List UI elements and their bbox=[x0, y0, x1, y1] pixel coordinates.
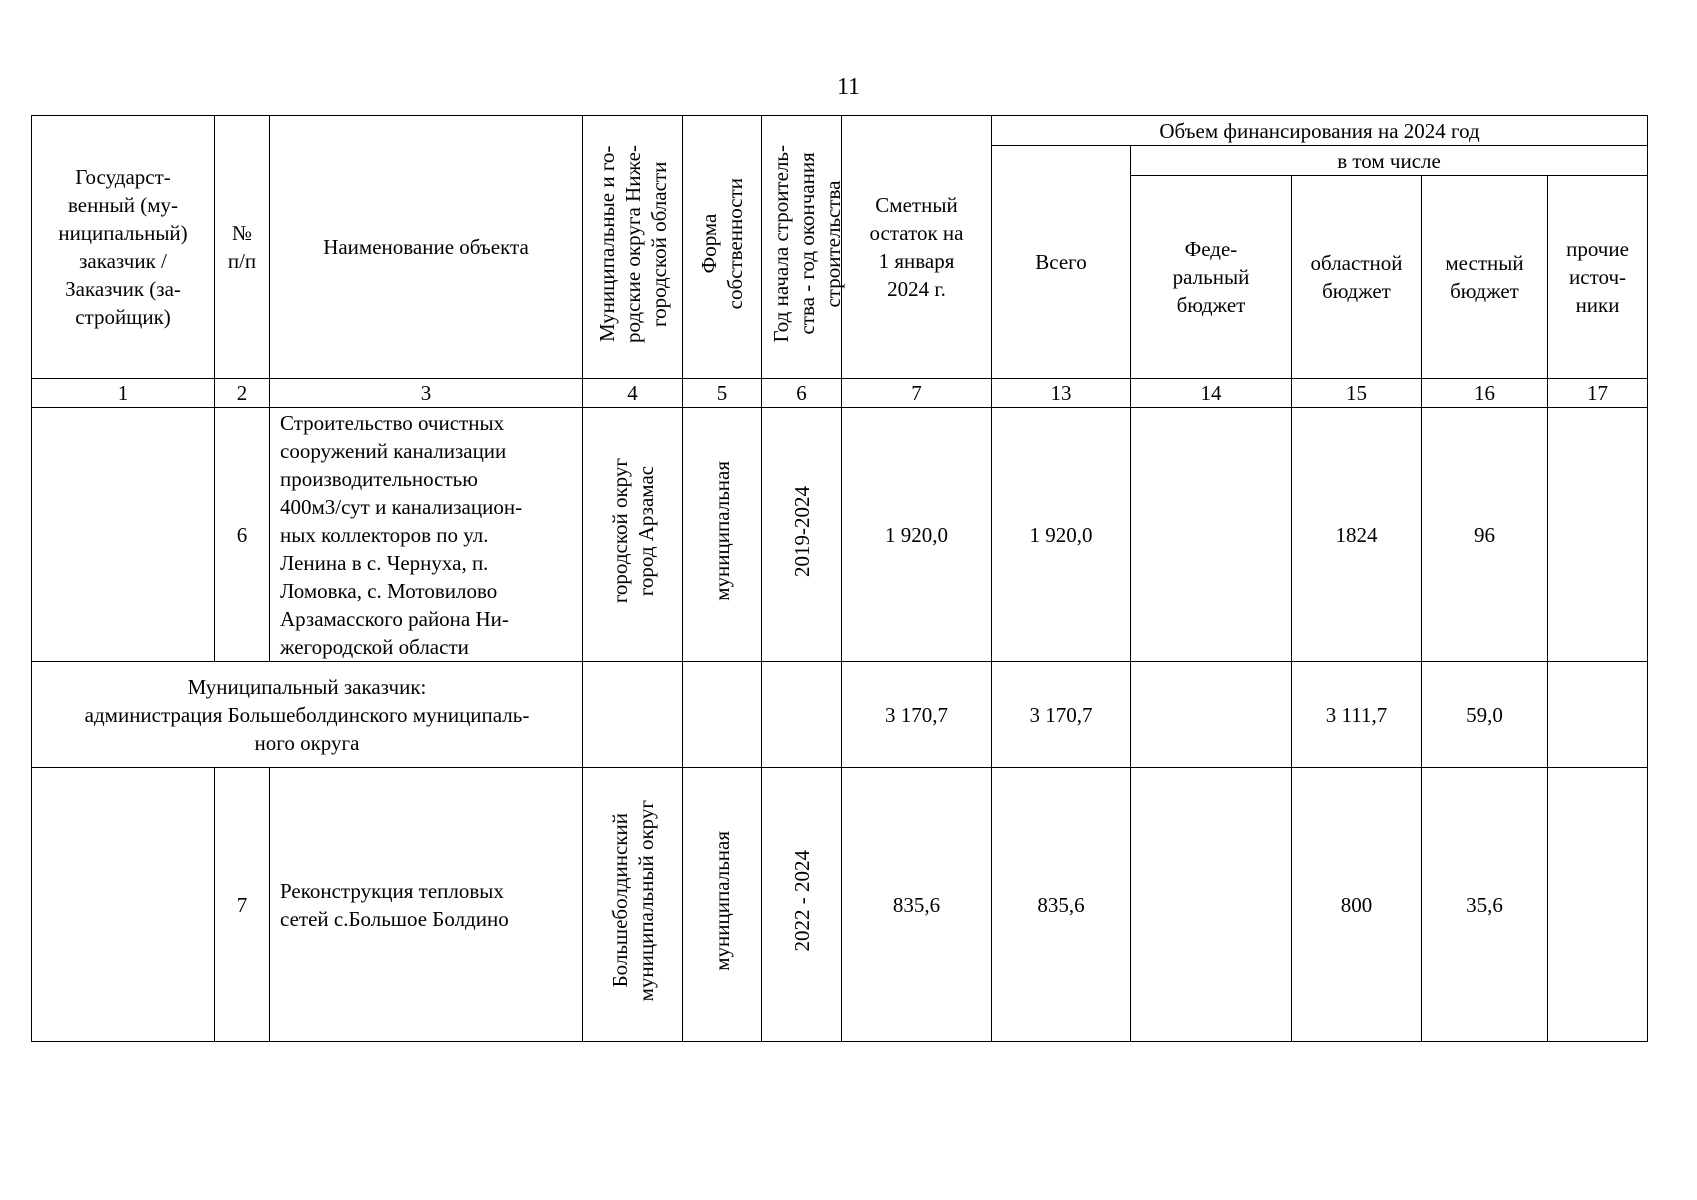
row-municipality bbox=[583, 662, 683, 768]
row-customer bbox=[32, 408, 215, 662]
row-municipality-cell bbox=[583, 408, 683, 662]
row-remaining: 3 170,7 bbox=[842, 662, 992, 768]
table-row-6 bbox=[32, 408, 1648, 662]
row-ownership: муниципальная bbox=[710, 831, 734, 971]
row-years: 2019-2024 bbox=[789, 485, 814, 577]
row-years-cell bbox=[762, 408, 842, 662]
header-ownership: Форма собственности bbox=[697, 177, 747, 310]
row-years bbox=[762, 662, 842, 768]
row-ownership bbox=[683, 662, 762, 768]
header-other: прочие источ- ники bbox=[1548, 176, 1648, 379]
header-number: № п/п bbox=[215, 116, 270, 379]
row-ownership-cell bbox=[683, 768, 762, 1042]
row-local: 59,0 bbox=[1422, 662, 1548, 768]
row-customer-group: Муниципальный заказчик: администрация Большеболдинского муниципаль- ного округа bbox=[32, 662, 583, 768]
header-including: в том числе bbox=[1131, 146, 1648, 176]
row-regional: 3 111,7 bbox=[1292, 662, 1422, 768]
table-row-customer-group bbox=[32, 662, 1648, 768]
header-funding-group: Объем финансирования на 2024 год bbox=[992, 116, 1648, 146]
row-federal bbox=[1131, 408, 1292, 662]
funding-table bbox=[31, 115, 1648, 1042]
row-other bbox=[1548, 768, 1648, 1042]
column-number: 1 bbox=[32, 379, 215, 408]
column-number: 3 bbox=[270, 379, 583, 408]
row-other bbox=[1548, 662, 1648, 768]
column-number: 7 bbox=[842, 379, 992, 408]
header-object-name: Наименование объекта bbox=[270, 116, 583, 379]
row-local: 96 bbox=[1422, 408, 1548, 662]
row-federal bbox=[1131, 662, 1292, 768]
row-local: 35,6 bbox=[1422, 768, 1548, 1042]
column-number: 5 bbox=[683, 379, 762, 408]
header-remaining: Сметный остаток на 1 января 2024 г. bbox=[842, 116, 992, 379]
row-object-name: Реконструкция тепловых сетей с.Большое Болдино bbox=[270, 768, 583, 1042]
column-number: 17 bbox=[1548, 379, 1648, 408]
row-municipality: городской округ город Арзамас bbox=[607, 458, 658, 604]
column-number: 13 bbox=[992, 379, 1131, 408]
row-regional: 800 bbox=[1292, 768, 1422, 1042]
header-ownership-cell bbox=[683, 116, 762, 379]
row-municipality: Большеболдинский муниципальный округ bbox=[607, 800, 658, 1002]
row-other bbox=[1548, 408, 1648, 662]
header-municipality: Муниципальные и го- родские округа Ниже- городской области bbox=[594, 144, 671, 343]
row-years: 2022 - 2024 bbox=[789, 850, 814, 952]
header-total: Всего bbox=[992, 146, 1131, 379]
header-customer: Государст- венный (му- ниципальный) заказчик / Заказчик (за- стройщик) bbox=[32, 116, 215, 379]
row-total: 1 920,0 bbox=[992, 408, 1131, 662]
row-federal bbox=[1131, 768, 1292, 1042]
header-local: местный бюджет bbox=[1422, 176, 1548, 379]
row-remaining: 835,6 bbox=[842, 768, 992, 1042]
header-municipality-cell bbox=[583, 116, 683, 379]
header-years: Год начала строитель- ства - год окончания строительства bbox=[769, 144, 845, 343]
row-number: 6 bbox=[215, 408, 270, 662]
row-ownership: муниципальная bbox=[710, 461, 734, 601]
row-total: 835,6 bbox=[992, 768, 1131, 1042]
column-number: 4 bbox=[583, 379, 683, 408]
column-number-row bbox=[32, 379, 1648, 408]
row-ownership-cell bbox=[683, 408, 762, 662]
table-row-7 bbox=[32, 768, 1648, 1042]
header-regional: областной бюджет bbox=[1292, 176, 1422, 379]
header-years-cell bbox=[762, 116, 845, 379]
column-number: 15 bbox=[1292, 379, 1422, 408]
column-number: 6 bbox=[762, 379, 842, 408]
row-municipality-cell bbox=[583, 768, 683, 1042]
row-object-name: Строительство очистных сооружений канализации производительностью 400м3/сут и канализацион- ных коллекторов по ул. Ленина в с. Чернуха, п. Ломовка, с. Мотовилово Арзамасского района Ни- жегородской области bbox=[270, 408, 583, 662]
row-years-cell bbox=[762, 768, 842, 1042]
row-number: 7 bbox=[215, 768, 270, 1042]
row-total: 3 170,7 bbox=[992, 662, 1131, 768]
column-number: 16 bbox=[1422, 379, 1548, 408]
row-remaining: 1 920,0 bbox=[842, 408, 992, 662]
column-number: 2 bbox=[215, 379, 270, 408]
row-customer bbox=[32, 768, 215, 1042]
row-regional: 1824 bbox=[1292, 408, 1422, 662]
column-number: 14 bbox=[1131, 379, 1292, 408]
page-number: 11 bbox=[836, 74, 861, 100]
header-federal: Феде- ральный бюджет bbox=[1131, 176, 1292, 379]
header-row-1 bbox=[32, 116, 1648, 146]
